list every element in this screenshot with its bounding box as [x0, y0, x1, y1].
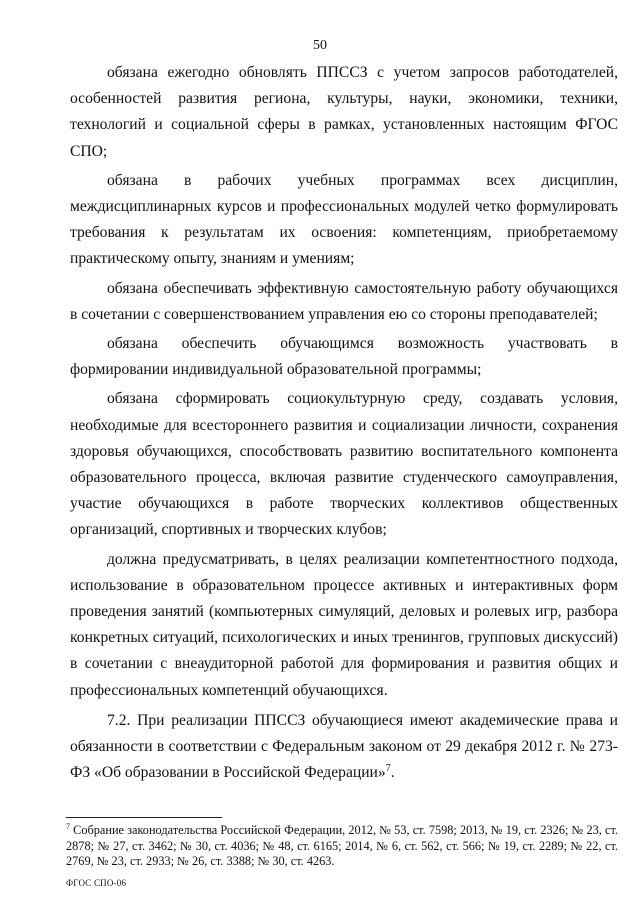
footnote-reference: 7	[385, 763, 391, 775]
section-7-2	[70, 708, 618, 787]
section-7-2-period: .	[390, 764, 395, 782]
footnote-text: Собрание законодательства Российской Федерации, 2012, № 53, ст. 7598; 2013, № 19, ст. 2326; № 23, ст. 2878; № 27, ст. 3462; № 30, ст. 4036; № 48, ст. 6165; 2014, № 6, ст. 562, ст. 566; № 19, ст. 2289; № 22, ст. 2769, № 23, ст. 2933; № 26, ст. 3388; № 30, ст. 4263.	[66, 823, 618, 869]
paragraph-individual-program: обязана обеспечить обучающимся возможность участвовать в формировании индивидуальной образовательной программы;	[70, 335, 618, 379]
footnote-separator	[66, 817, 222, 818]
section-7-2-text: 7.2. При реализации ППССЗ обучающиеся имеют академические права и обязанности в соответствии с Федеральным законом от 29 декабря 2012 г. № 273-ФЗ «Об образовании в Российской Федерации»	[70, 711, 618, 782]
body-text	[70, 60, 618, 789]
paragraph-interactive-forms: должна предусматривать, в целях реализации компетентностного подхода, использование в образовательном процессе активных и интерактивных форм проведения занятий (компьютерных симуляций, деловых и ролевых игр, разбора конкретных ситуаций, психологических и иных тренингов, групповых дискуссий) в сочетании с внеаудиторной работой для формирования и развития общих и профессиональных компетенций обучающихся.	[70, 550, 618, 699]
paragraph-learning-outcomes: обязана в рабочих учебных программах всех дисциплин, междисциплинарных курсов и профессиональных модулей четко формулировать требования к результатам их освоения: компетенциям, приобретаемому практическому опыту, знаниям и умениям;	[70, 171, 618, 268]
paragraph-sociocultural-environment: обязана сформировать социокультурную среду, создавать условия, необходимые для всестороннего развития и социализации личности, сохранения здоровья обучающихся, способствовать развитию воспитательного компонента образовательного процесса, включая развитие студенческого самоуправления, участие обучающихся в работе творческих коллективов общественных организаций, спортивных и творческих клубов;	[70, 390, 618, 539]
page-number: 50	[313, 38, 327, 53]
footnote	[66, 823, 618, 870]
paragraph-update-ppssz: обязана ежегодно обновлять ППССЗ с учетом запросов работодателей, особенностей развития региона, культуры, науки, экономики, техники, технологий и социальной сферы в рамках, установленных настоящим ФГОС СПО;	[70, 64, 618, 160]
paragraph-independent-work: обязана обеспечивать эффективную самостоятельную работу обучающихся в сочетании с совершенствованием управления ею со стороны преподавателей;	[70, 279, 618, 323]
footnote-marker: 7	[66, 821, 70, 831]
document-code: ФГОС СПО-06	[66, 878, 127, 888]
